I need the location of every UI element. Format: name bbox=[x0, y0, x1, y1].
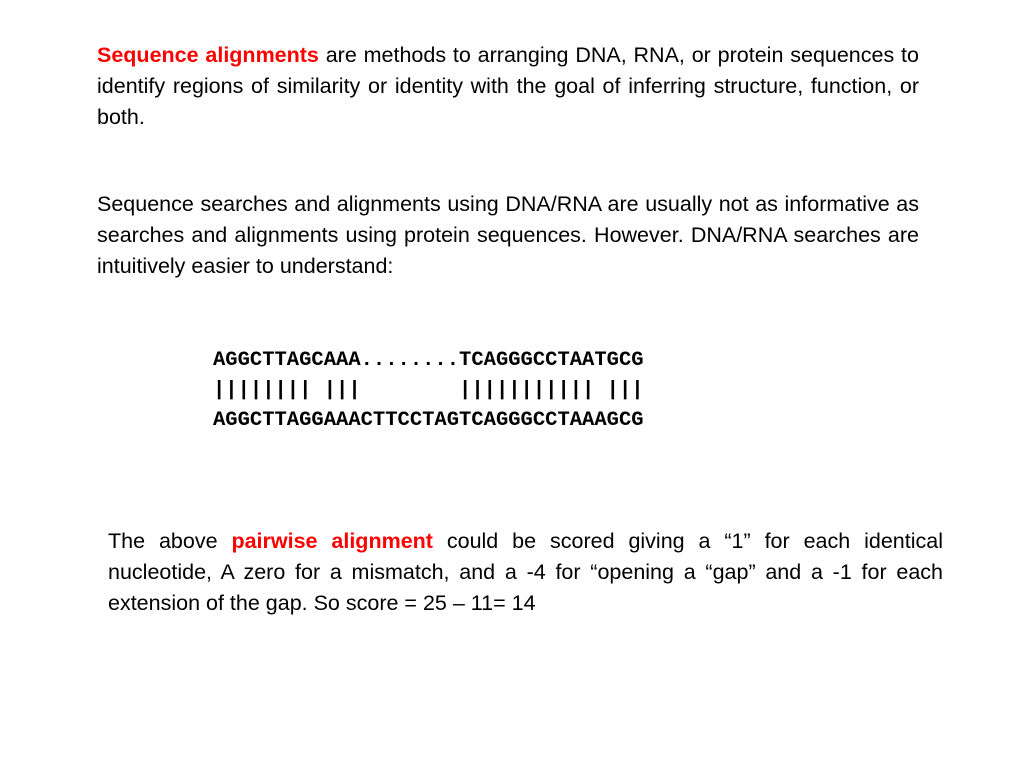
paragraph1-text: are methods to arranging DNA, RNA, or protein sequences to identify regions of similarity or identity with the goal of inferring structure, function, or both. bbox=[97, 43, 919, 129]
paragraph-sequence-alignments bbox=[97, 40, 919, 133]
term-pairwise-alignment: pairwise alignment bbox=[231, 529, 433, 553]
paragraph-dna-rna-searches bbox=[97, 189, 919, 282]
paragraph2-text: Sequence searches and alignments using DNA/RNA are usually not as informative as searches and alignments using protein sequences. However. DNA/RNA searches are intuitively easier to understand: bbox=[97, 192, 919, 278]
term-sequence-alignments: Sequence alignments bbox=[97, 43, 319, 67]
paragraph3-text: could be scored giving a “1” for each identical nucleotide, A zero for a mismatch, and a -4 for “opening a “gap” and a -1 for each extension of the gap. So score = 25 – 11= 14 bbox=[108, 529, 943, 615]
alignment-bottom-sequence: AGGCTTAGGAAACTTCCTAGTCAGGGCCTAAAGCG bbox=[213, 409, 644, 432]
paragraph3-prefix: The above bbox=[108, 529, 232, 553]
alignment-match-line: |||||||| ||| ||||||||||| ||| bbox=[213, 379, 644, 402]
paragraph-scoring bbox=[108, 526, 943, 619]
sequence-alignment-block bbox=[213, 346, 644, 436]
alignment-top-sequence: AGGCTTAGCAAA........TCAGGGCCTAATGCG bbox=[213, 349, 644, 372]
